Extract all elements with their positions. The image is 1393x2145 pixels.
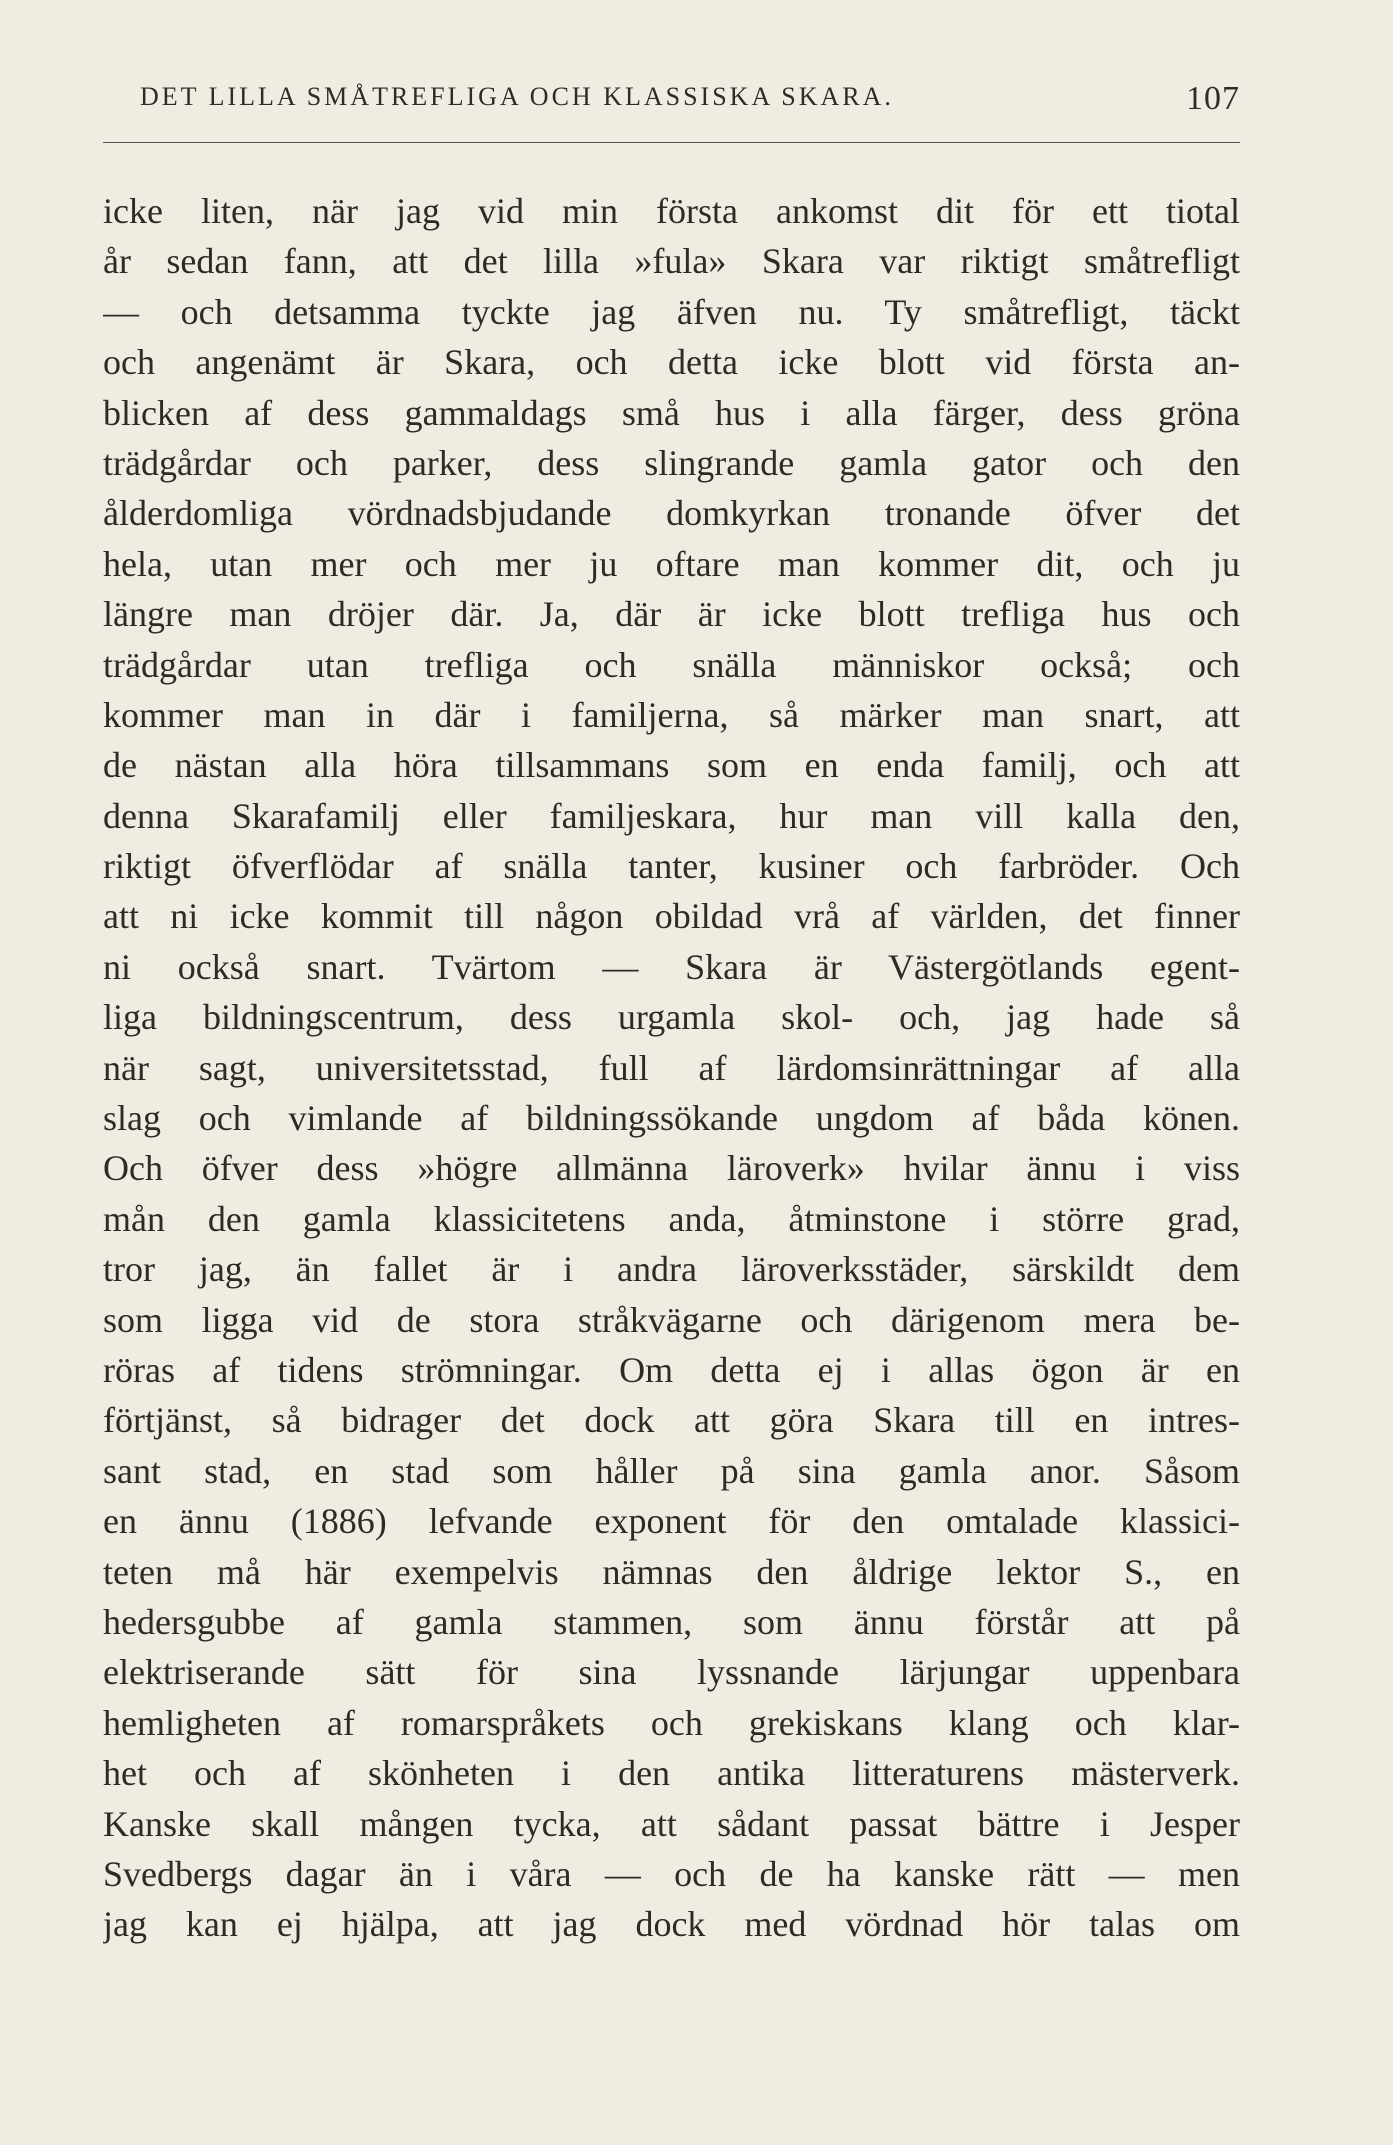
text-line: elektriserande sätt för sina lyssnande lärjungar uppenbara [103,1652,1240,1693]
text-line: denna Skarafamilj eller familjeskara, hur man vill kalla den, [103,795,1240,836]
text-line: en ännu (1886) lefvande exponent för den omtalade klassici- [103,1501,1240,1542]
text-line: Kanske skall mången tycka, att sådant passat bättre i Jesper [103,1803,1240,1844]
text-line: — och detsamma tyckte jag äfven nu. Ty småtrefligt, täckt [103,291,1240,332]
text-line: hemligheten af romarspråkets och grekiskans klang och klar- [103,1702,1240,1743]
text-line: tror jag, än fallet är i andra läroverksstäder, särskildt dem [103,1249,1240,1290]
text-line: hedersgubbe af gamla stammen, som ännu förstår att på [103,1601,1240,1642]
text-line: kommer man in där i familjerna, så märker man snart, att [103,694,1240,735]
text-line: som ligga vid de stora stråkvägarne och därigenom mera be- [103,1299,1240,1340]
text-line: blicken af dess gammaldags små hus i alla färger, dess gröna [103,392,1240,433]
text-line: längre man dröjer där. Ja, där är icke blott trefliga hus och [103,594,1240,635]
text-line: att ni icke kommit till någon obildad vrå af världen, det finner [103,896,1240,937]
text-line: trädgårdar utan trefliga och snälla människor också; och [103,644,1240,685]
text-line: sant stad, en stad som håller på sina gamla anor. Såsom [103,1450,1240,1491]
running-head [140,82,1240,122]
body-text [103,186,1240,1950]
text-line: Svedbergs dagar än i våra — och de ha kanske rätt — men [103,1853,1240,1894]
text-line: slag och vimlande af bildningssökande ungdom af båda könen. [103,1098,1240,1139]
text-line: liga bildningscentrum, dess urgamla skol- och, jag hade så [103,997,1240,1038]
text-line: het och af skönheten i den antika litteraturens mästerverk. [103,1753,1240,1794]
text-line: förtjänst, så bidrager det dock att göra Skara till en intres- [103,1400,1240,1441]
text-line: teten må här exempelvis nämnas den åldrige lektor S., en [103,1551,1240,1592]
text-line: Och öfver dess »högre allmänna läroverk» hvilar ännu i viss [103,1148,1240,1189]
text-line: ålderdomliga vördnadsbjudande domkyrkan tronande öfver det [103,493,1240,534]
text-line: när sagt, universitetsstad, full af lärdomsinrättningar af alla [103,1047,1240,1088]
text-line: jag kan ej hjälpa, att jag dock med vördnad hör talas om [103,1904,1240,1945]
text-line: röras af tidens strömningar. Om detta ej i allas ögon är en [103,1349,1240,1390]
page-number: 107 [1186,80,1240,117]
text-line: de nästan alla höra tillsammans som en enda familj, och att [103,745,1240,786]
text-line: mån den gamla klassicitetens anda, åtminstone i större grad, [103,1198,1240,1239]
text-line: hela, utan mer och mer ju oftare man kommer dit, och ju [103,543,1240,584]
text-line: riktigt öfverflödar af snälla tanter, kusiner och farbröder. Och [103,846,1240,887]
header-rule [103,142,1240,143]
text-line: trädgårdar och parker, dess slingrande gamla gator och den [103,442,1240,483]
text-line: år sedan fann, att det lilla »fula» Skara var riktigt småtrefligt [103,241,1240,282]
text-line: icke liten, när jag vid min första ankomst dit för ett tiotal [103,191,1240,231]
running-title: DET LILLA SMÅTREFLIGA OCH KLASSISKA SKARA. [140,82,894,111]
text-line: ni också snart. Tvärtom — Skara är Västergötlands egent- [103,946,1240,987]
text-line: och angenämt är Skara, och detta icke blott vid första an- [103,342,1240,383]
